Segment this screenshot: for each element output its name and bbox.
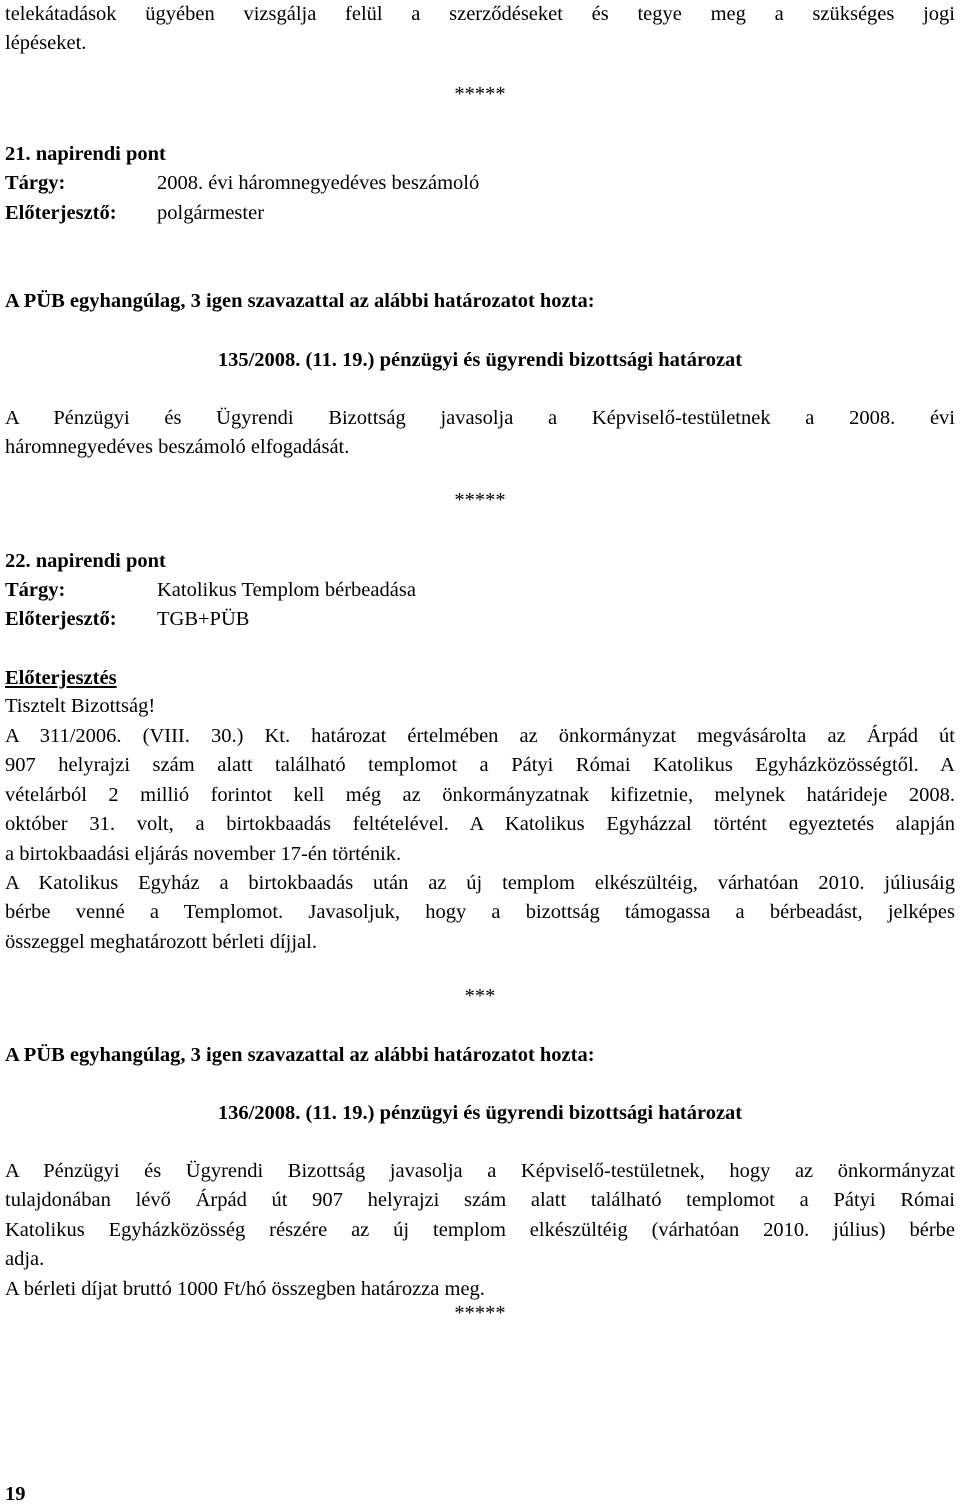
item21-resolution-line-2: háromnegyedéves beszámoló elfogadását.: [5, 436, 350, 459]
item22-body-line: bérbe venné a Templomot. Javasoljuk, hogy a bizottság támogassa a bérbeadást, jelképes: [5, 901, 955, 924]
item21-vote: A PÜB egyhangúlag, 3 igen szavazattal az alábbi határozatot hozta:: [5, 290, 595, 312]
item21-presenter-label: Előterjesztő:: [5, 202, 117, 224]
item22-body-line: összeggel meghatározott bérleti díjjal.: [5, 930, 317, 953]
item21-subject-label: Tárgy:: [5, 172, 66, 194]
page-number: 19: [5, 1483, 26, 1505]
item22-resolution-line: A bérleti díjat bruttó 1000 Ft/hó összegben határozza meg.: [5, 1277, 485, 1300]
item22-salutation: Tisztelt Bizottság!: [5, 695, 156, 717]
intro-line-1: telekátadások ügyében vizsgálja felül a szerződéseket és tegye meg a szükséges jogi: [5, 3, 955, 25]
item22-body-line: A 311/2006. (VIII. 30.) Kt. határozat értelmében az önkormányzat megvásárolta az Árpád út: [5, 725, 955, 747]
item22-body-line: a birtokbaadási eljárás november 17-én történik.: [5, 842, 402, 865]
item22-body-line: 907 helyrajzi szám alatt található templomot a Pátyi Római Katolikus Egyházközösségtől. A: [5, 754, 955, 777]
separator-2: *****: [454, 489, 506, 511]
item21-presenter-row: [5, 199, 955, 228]
item22-resolution-text: [5, 1157, 955, 1304]
intro-paragraph: [5, 0, 955, 59]
item22-resolution-line: adja.: [5, 1248, 45, 1271]
item22-resolution-line: A Pénzügyi és Ügyrendi Bizottság javasolja a Képviselő-testületnek, hogy az önkormányzat: [5, 1160, 955, 1182]
item22-heading: 22. napirendi pont: [5, 550, 166, 572]
item22-subject-value: Katolikus Templom bérbeadása: [157, 579, 416, 601]
item21-resolution-line-1: A Pénzügyi és Ügyrendi Bizottság javasolja a Képviselő-testületnek a 2008. évi: [5, 407, 955, 429]
item22-presenter-label: Előterjesztő:: [5, 608, 117, 630]
separator-1: *****: [454, 83, 506, 105]
item22-presenter-value: TGB+PÜB: [157, 608, 250, 630]
item22-body-line: A Katolikus Egyház a birtokbaadás után az új templom elkészültéig, várhatóan 2010. júliusáig: [5, 872, 955, 895]
item22-resolution-title: 136/2008. (11. 19.) pénzügyi és ügyrendi bizottsági határozat: [217, 1102, 743, 1124]
item22-resolution-line: tulajdonában lévő Árpád út 907 helyrajzi szám alatt található templomot a Pátyi Római: [5, 1189, 955, 1212]
item22-body-line: október 31. volt, a birtokbaadás feltételével. A Katolikus Egyházzal történt egyeztetés alapján: [5, 813, 955, 836]
separator-4: *****: [454, 1302, 506, 1324]
item21-resolution-title: 135/2008. (11. 19.) pénzügyi és ügyrendi bizottsági határozat: [217, 349, 743, 371]
item21-presenter-value: polgármester: [157, 202, 265, 224]
item21-heading: 21. napirendi pont: [5, 143, 166, 165]
separator-3: ***: [464, 985, 496, 1007]
item22-presenter-row: [5, 605, 955, 634]
item22-vote: A PÜB egyhangúlag, 3 igen szavazattal az alábbi határozatot hozta:: [5, 1044, 595, 1066]
item22-body: [5, 722, 955, 957]
item22-body-line: vételárból 2 millió forintot kell még az önkormányzatnak kifizetnie, melynek határideje 2008.: [5, 783, 955, 806]
item22-subject-label: Tárgy:: [5, 579, 66, 601]
item21-subject-value: 2008. évi háromnegyedéves beszámoló: [157, 172, 480, 194]
intro-line-2: lépéseket.: [5, 32, 87, 55]
item22-subject-row: [5, 576, 955, 605]
item22-proposal-title: Előterjesztés: [5, 667, 117, 689]
item21-subject-row: [5, 169, 955, 198]
item22-resolution-line: Katolikus Egyházközösség részére az új templom elkészültéig (várhatóan 2010. július) bérbe: [5, 1218, 955, 1241]
item21-resolution-text: [5, 404, 955, 463]
